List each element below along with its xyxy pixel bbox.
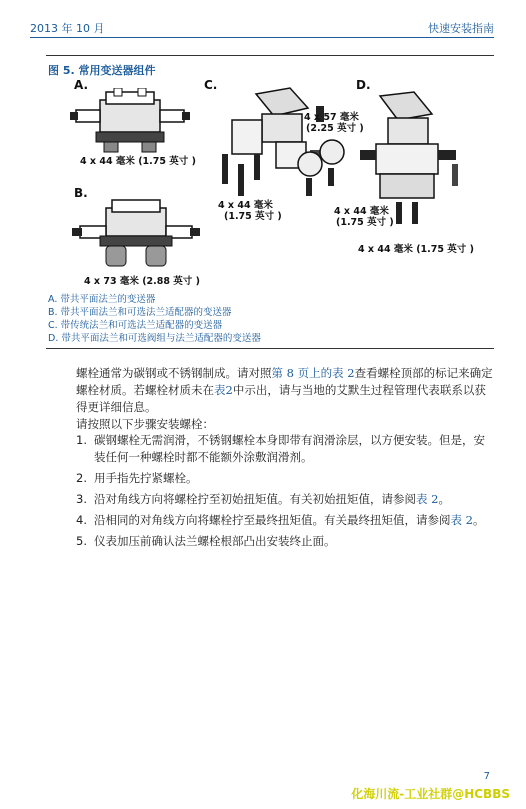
page-number: 7: [483, 771, 490, 782]
installation-steps-list: [76, 432, 496, 554]
step-text-tail: 。: [472, 513, 485, 527]
paragraph-text: 螺栓通常为碳钢或不锈钢制成。请对照: [76, 366, 272, 380]
step-text: 仪表加压前确认法兰螺栓根部凸出安装终止面。: [94, 534, 336, 548]
table2-link[interactable]: 表 2: [416, 492, 439, 506]
panel-d-bottom-callout: 4 x 44 毫米 (1.75 英寸 ): [358, 244, 474, 255]
legend-item: A. 带共平面法兰的变送器: [48, 294, 156, 305]
header-doc-title: 快速安装指南: [428, 22, 494, 35]
step-number: 5.: [76, 534, 87, 548]
paragraph-text: 查看螺栓顶部的标记来确定螺栓材质。若螺栓材质未在: [76, 366, 493, 397]
step-item: [76, 432, 496, 466]
paragraph-text: 中示出，请与当地的艾默生过程管理代表联系以获得更详细信息。: [76, 383, 486, 414]
panel-c-bottom-callout-line2: (1.75 英寸 ): [224, 211, 282, 222]
panel-a-letter: A.: [74, 78, 89, 92]
step-item: [76, 491, 496, 508]
table2-page8-link[interactable]: 第 8 页上的表 2: [271, 366, 355, 380]
legend-item: D. 带共平面法兰和可选阀组与法兰适配器的变送器: [48, 333, 261, 344]
panel-c-top-callout-line2: (2.25 英寸 ): [306, 123, 364, 134]
step-text: 用手指先拧紧螺栓。: [94, 471, 198, 485]
table2-link[interactable]: 表 2: [450, 513, 473, 527]
step-number: 3.: [76, 492, 87, 506]
panel-d-mid-callout-line1: 4 x 44 毫米: [334, 206, 389, 217]
steps-intro: 请按照以下步骤安装螺栓：: [76, 417, 214, 431]
step-text: 沿相同的对角线方向将螺栓拧至最终扭矩值。有关最终扭矩值，请参阅: [94, 513, 451, 527]
legend-item: C. 带传统法兰和可选法兰适配器的变送器: [48, 320, 223, 331]
header-date: 2013 年 10 月: [30, 22, 105, 35]
panel-d-mid-callout-line2: (1.75 英寸 ): [336, 217, 394, 228]
panel-b-letter: B.: [74, 186, 88, 200]
panel-c-top-callout-line1: 4 x 57 毫米: [304, 112, 359, 123]
panel-a-bolt-callout: 4 x 44 毫米 (1.75 英寸 ): [80, 156, 196, 167]
step-number: 1.: [76, 433, 87, 447]
step-text: 沿对角线方向将螺栓拧至初始扭矩值。有关初始扭矩值，请参阅: [94, 492, 416, 506]
panel-c-bottom-callout-line1: 4 x 44 毫米: [218, 200, 273, 211]
figure-title: 图 5. 常用变送器组件: [48, 64, 156, 77]
figure-bottom-rule: [46, 348, 494, 349]
bolt-material-paragraph: [76, 365, 496, 416]
table2-link[interactable]: 表2: [214, 383, 233, 397]
step-text: 碳钢螺栓无需润滑，不锈钢螺栓本身即带有润滑涂层，以方便安装。但是，安装任何一种螺栓时都不能额外涂敷润滑剂。: [94, 433, 485, 464]
step-number: 2.: [76, 471, 87, 485]
panel-c-letter: C.: [204, 78, 218, 92]
watermark-text: 化海川流-工业社群@HCBBS: [351, 787, 510, 801]
transmitter-b-drawing: [66, 198, 204, 274]
step-item: [76, 533, 496, 550]
legend-item: B. 带共平面法兰和可选法兰适配器的变送器: [48, 307, 232, 318]
header-rule: [30, 37, 494, 38]
transmitter-a-drawing: [66, 88, 194, 158]
figure-top-rule: [46, 55, 494, 56]
panel-b-bolt-callout: 4 x 73 毫米 (2.88 英寸 ): [84, 276, 200, 287]
step-text-tail: 。: [438, 492, 450, 506]
step-item: [76, 512, 496, 529]
figure-legend: [48, 293, 261, 345]
step-number: 4.: [76, 513, 87, 527]
step-item: [76, 470, 496, 487]
panel-d-letter: D.: [356, 78, 371, 92]
